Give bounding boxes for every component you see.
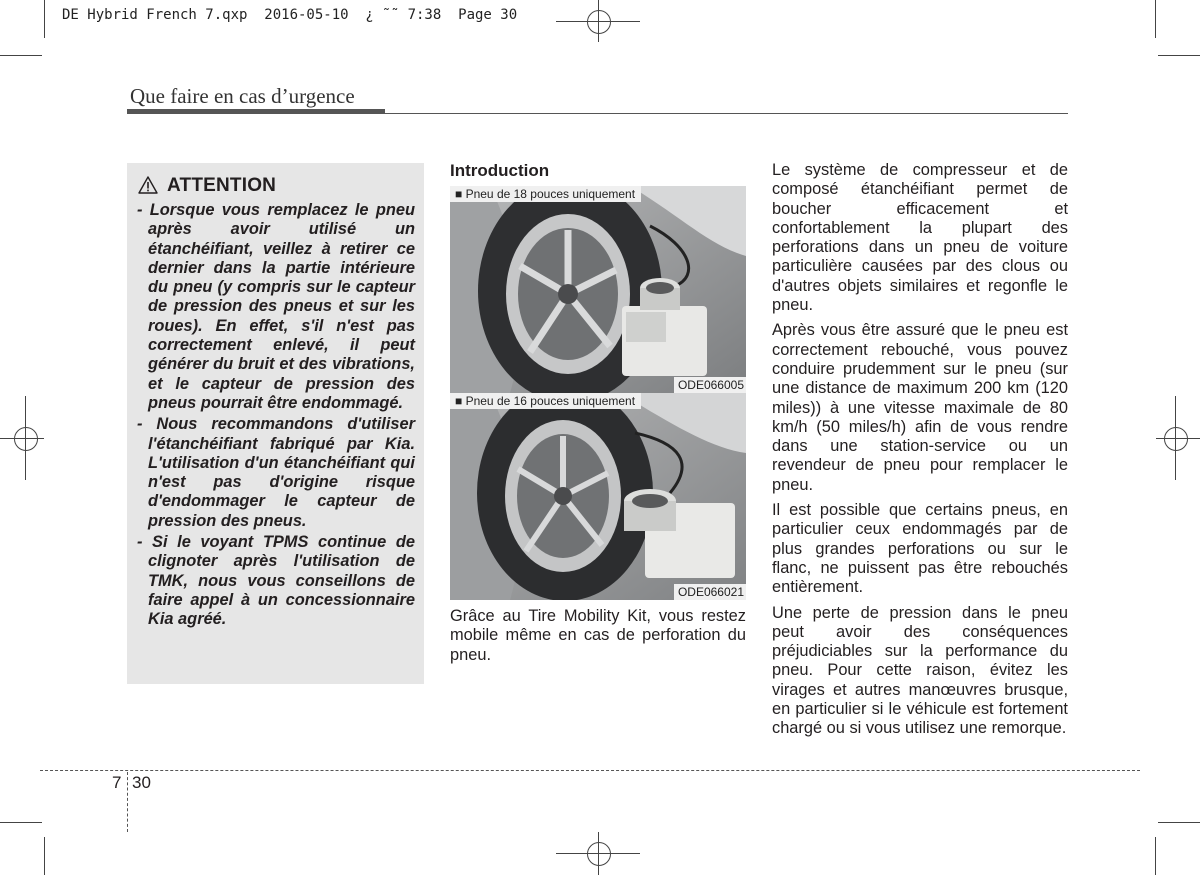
header-rule	[127, 109, 385, 114]
body-paragraph: Une perte de pression dans le pneu peut avoir des conséquences préjudiciables sur la performance du pneu. Pour cette raison, évitez les virages et autres manœuvres brusque, en particulier si le véhicule est fortement chargé ou si vous utilisez une remorque.	[772, 603, 1068, 738]
figure-caption: ■ Pneu de 18 pouces uniquement	[450, 186, 641, 202]
intro-paragraph: Grâce au Tire Mobility Kit, vous restez mobile même en cas de perforation du pneu.	[450, 607, 746, 664]
warning-item: - Si le voyant TPMS continue de clignoter après l'utilisation de TMK, nous vous conseillons de faire appel à un concessionnaire Kia agréé.	[137, 533, 415, 629]
section-heading: Introduction	[450, 161, 550, 180]
warning-triangle-icon	[138, 176, 158, 194]
warning-title: ATTENTION	[167, 175, 277, 196]
figure-caption: ■ Pneu de 16 pouces uniquement	[450, 393, 641, 409]
warning-item: - Lorsque vous remplacez le pneu après avoir utilisé un étanchéifiant, veillez à retirer ce dernier dans la partie intérieure du pneu (y compris sur le capteur de pression des pneus et sur les roues). En effet, s'il n'est pas correctement enlevé, il peut générer du bruit et des vibrations, et le capteur de pression des pneus pourrait être endommagé.	[137, 201, 415, 412]
figure-code: ODE066021	[674, 584, 746, 600]
tire-kit-photo-18	[450, 186, 746, 393]
body-paragraph: Le système de compresseur et de composé étanchéifiant permet de boucher efficacement et confortablement la plupart des perforations dans un pneu de voiture particulière causées par des clous ou d'autres objets similaires et regonfle le pneu.	[772, 161, 1068, 315]
footer-divider	[127, 772, 128, 832]
figure-code: ODE066005	[674, 377, 746, 393]
chapter-number: 7	[112, 773, 122, 792]
warning-list	[137, 201, 415, 632]
footer-rule	[40, 770, 1140, 771]
body-paragraph: Il est possible que certains pneus, en particulier ceux endommagés par de plus grandes perforations ou sur le flanc, ne puissent pas être rebouchés entièrement.	[772, 501, 1068, 597]
warning-item: - Nous recommandons d'utiliser l'étanchéifiant fabriqué par Kia. L'utilisation d'un étanchéifiant qui n'est pas d'origine risque d'endommager le capteur de pression des pneus.	[137, 415, 415, 530]
page-number: 30	[132, 773, 151, 792]
chapter-title: Que faire en cas d’urgence	[130, 84, 355, 108]
print-slug: DE Hybrid French 7.qxp 2016-05-10 ¿ ˜˜ 7:38 Page 30	[62, 7, 518, 23]
header-rule-thin	[385, 113, 1068, 114]
tire-kit-photo-16	[450, 393, 746, 600]
right-column	[772, 161, 1068, 745]
body-paragraph: Après vous être assuré que le pneu est correctement rebouché, vous pouvez conduire prudemment sur le pneu (sur une distance de maximum 200 km (120 miles)) à une vitesse maximale de 80 km/h (50 miles/h) afin de vous rendre dans une station-service ou un revendeur de pneu pour remplacer le pneu.	[772, 321, 1068, 494]
